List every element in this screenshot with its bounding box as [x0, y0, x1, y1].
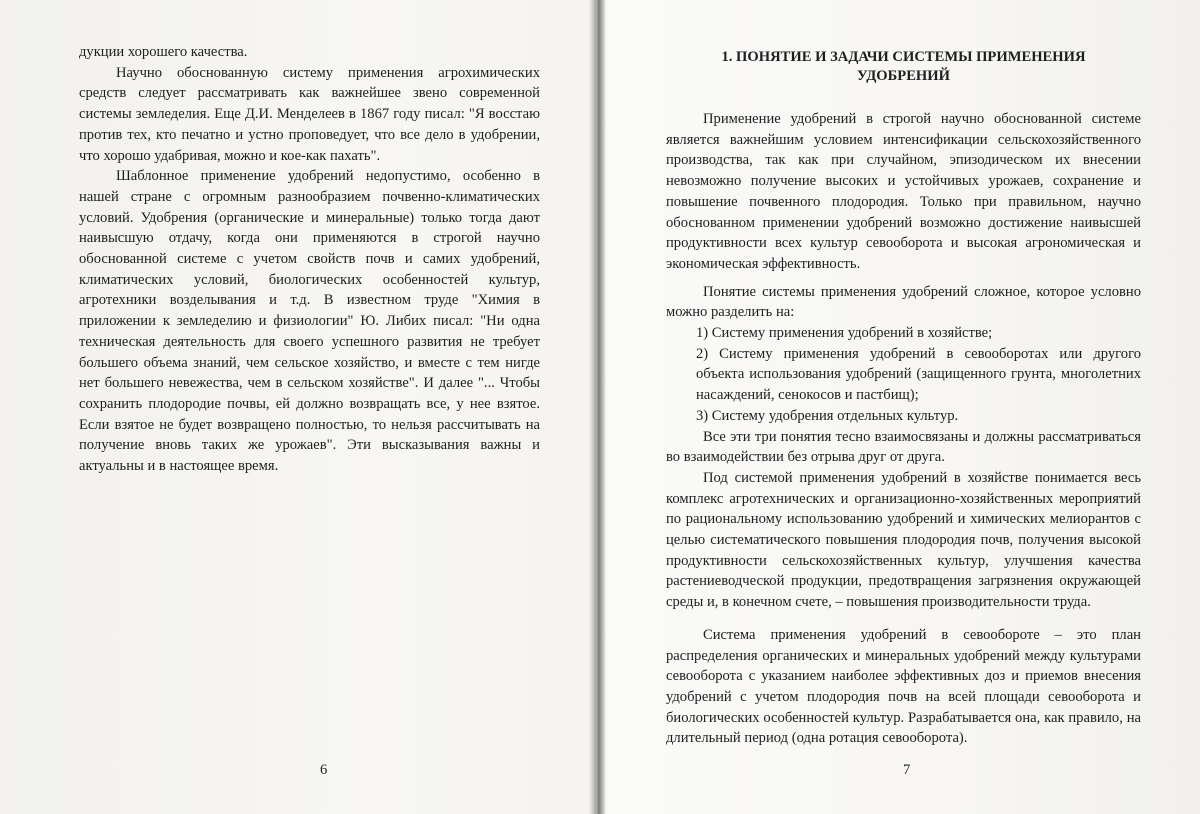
left-page-number: 6 — [320, 762, 328, 778]
right-paragraph-1: Применение удобрений в строгой научно обоснованной системе является важнейшим условием интенсификации сельскохозяйственного производства, так как при случайном, эпизодическом их внесении невозможно получение высоких и устойчивых урожаев, сохранение и повышение почвенного плодородия. Только при правильном, научно обоснованном применении удобрений возможно достижение наивысшей продуктивности всех культур севооборота и высокая агрономическая и экономическая эффективность. — [666, 111, 1141, 272]
right-paragraph-5: Система применения удобрений в севообороте – это план распределения органических и минеральных удобрений между культурами севооборота с указанием наиболее эффективных доз и приемов внесения удобрений с учетом плодородия почв на всей площади севооборота и биологических особенностей культур. Разрабатывается она, как правило, на длительный период (одна ротация севооборота). — [666, 626, 1141, 747]
right-paragraph-4: Под системой применения удобрений в хозяйстве понимается весь комплекс агротехнических и организационно-хозяйственных мероприятий по рациональному использованию удобрений и химических мелиорантов с целью систематического повышения плодородия почв, получения высокой продуктивности сельскохозяйственных культур, улучшения качества растениеводческой продукции, предотвращения загрязнения окружающей среды и, в конечном счете, – повышения производительности труда. — [666, 469, 1141, 611]
right-paragraph-3: Все эти три понятия тесно взаимосвязаны и должны рассматриваться во взаимодействии без отрыва друг от друга. — [666, 428, 1141, 466]
list-item: 1) Систему применения удобрений в хозяйстве; — [696, 325, 993, 342]
left-paragraph-2: Научно обоснованную систему применения агрохимических средств следует рассматривать как важнейшее звено современной системы земледелия. Еще Д.И. Менделеев в 1867 году писал: "Я восстаю против тех, кто печатно и устно проповедует, что все дело в удобрении, что хорошо удабривая, можно и кое-как пахать". — [79, 64, 540, 164]
left-paragraph-1: дукции хорошего качества. — [79, 44, 248, 60]
chapter-heading-line-1: 1. ПОНЯТИЕ И ЗАДАЧИ СИСТЕМЫ ПРИМЕНЕНИЯ — [721, 49, 1086, 65]
right-text-column — [666, 40, 1141, 749]
concept-list — [666, 323, 1141, 427]
left-paragraph-3: Шаблонное применение удобрений недопустимо, особенно в нашей стране с огромным разнообразием почвенно-климатических условий. Удобрения (органические и минеральные) только тогда дают наивысшую отдачу, когда они применяются в строгой научно обоснованной системе с учетом свойств почв и самих удобрений, климатических условий, биологических особенностей культур, агротехники возделывания и т.д. В известном труде "Химия в приложении к земледелию и физиологии" Ю. Либих писал: "Ни одна техническая деятельность для своего успешного развития не требует большего объема знаний, чем сельское хозяйство, и вместе с тем нигде нет большего невежества, чем в сельском хозяйстве". И далее "... Чтобы сохранить плодородие почвы, ей должно возвращать все, у нее взятое. Если взятое не будет возвращено полностью, то нельзя рассчитывать на получение вновь таких же урожаев". Эти высказывания важны и актуальны и в настоящее время. — [79, 168, 540, 475]
right-page-number: 7 — [903, 762, 911, 778]
chapter-heading — [666, 48, 1141, 86]
list-item: 2) Систему применения удобрений в севооборотах или другого объекта использования удобрений (защищенного грунта, многолетних насаждений, сенокосов и пастбищ); — [696, 345, 1141, 404]
book-gutter — [590, 0, 606, 814]
right-page — [606, 0, 1200, 814]
left-text-column — [79, 42, 540, 477]
left-page — [0, 0, 592, 814]
chapter-heading-line-2: УДОБРЕНИЙ — [857, 68, 950, 84]
list-item: 3) Систему удобрения отдельных культур. — [696, 407, 959, 424]
right-paragraph-2: Понятие системы применения удобрений сложное, которое условно можно разделить на: — [666, 283, 1141, 321]
